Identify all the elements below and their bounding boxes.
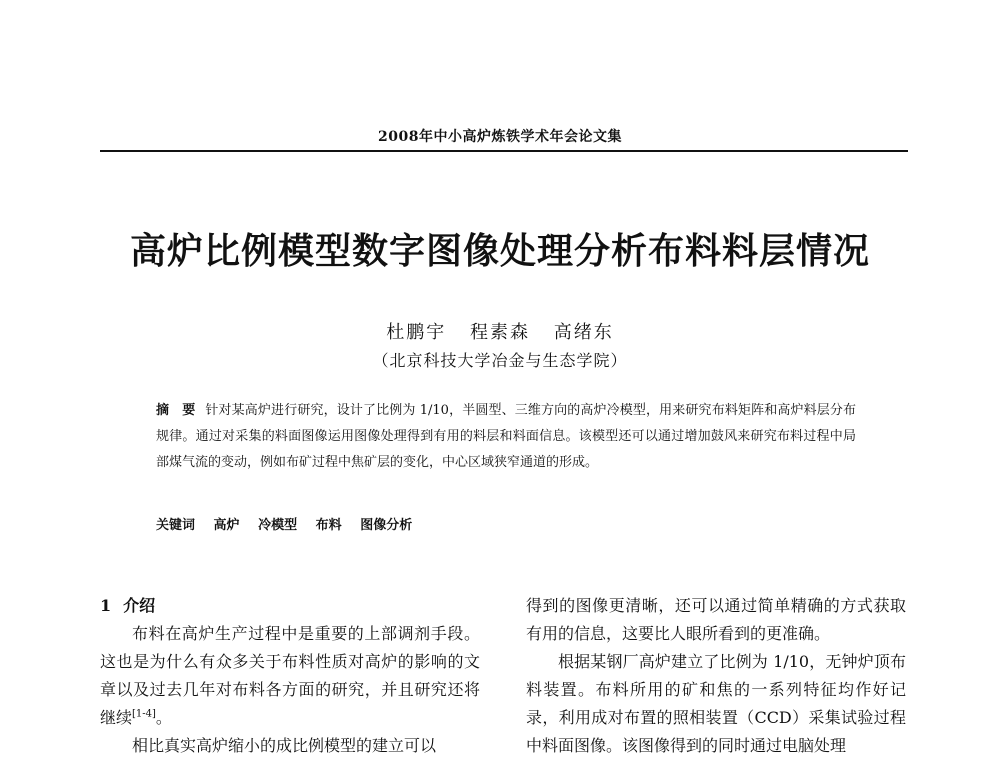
section-title: 介绍: [123, 596, 156, 615]
body-paragraph: 得到的图像更清晰，还可以通过简单精确的方式获取有用的信息，这要比人眼所看到的更准确。: [526, 596, 906, 643]
author-name: 程素森: [470, 322, 530, 343]
body-column-right: [526, 592, 906, 760]
affiliation: （北京科技大学冶金与生态学院）: [372, 351, 628, 370]
paragraph-end: 。: [155, 708, 172, 727]
keyword: 高炉: [213, 518, 240, 533]
citation-marker: [1-4]: [132, 708, 156, 720]
paragraph-text: 布料在高炉生产过程中是重要的上部调剂手段。这也是为什么有众多关于布料性质对高炉的影响的文章以及过去几年对布料各方面的研究，并且研究还将继续: [100, 624, 480, 727]
keywords-label: 关键词: [156, 518, 196, 533]
section-number: 1: [100, 596, 112, 615]
abstract: [156, 398, 856, 476]
author-name: 高绪东: [553, 322, 614, 343]
paper-title: 高炉比例模型数字图像处理分析布料料层情况: [129, 230, 870, 272]
running-header: 2008年中小高炉炼铁学术年会论文集: [378, 129, 622, 145]
keyword: 冷模型: [258, 518, 298, 533]
keywords: [156, 513, 856, 539]
body-paragraph: 根据某钢厂高炉建立了比例为 1/10，无钟炉顶布料装置。布料所用的矿和焦的一系列特征均作好记录，利用成对布置的照相装置（CCD）采集试验过程中料面图像。该图像得到的同时通过电脑处理: [526, 652, 906, 755]
abstract-text: 针对某高炉进行研究，设计了比例为 1/10，半圆型、三维方向的高炉冷模型，用来研究布料矩阵和高炉料层分布规律。通过对采集的料面图像运用图像处理得到有用的料层和料面信息。该模型还可以通过增加鼓风来研究布料过程中局部煤气流的变动，例如布矿过程中焦矿层的变化，中心区域狭窄通道的形成。: [156, 403, 856, 470]
header-rule: [100, 150, 908, 152]
body-paragraph: [100, 620, 480, 732]
body-column-left: [100, 592, 480, 760]
author-name: 杜鹏宇: [386, 322, 447, 343]
keyword: 布料: [315, 518, 342, 533]
body-paragraph: 相比真实高炉缩小的成比例模型的建立可以: [132, 736, 437, 755]
abstract-label: 摘 要: [156, 403, 196, 418]
author-list: [0, 318, 1000, 344]
keyword: 图像分析: [360, 518, 413, 533]
section-heading: [100, 592, 480, 620]
